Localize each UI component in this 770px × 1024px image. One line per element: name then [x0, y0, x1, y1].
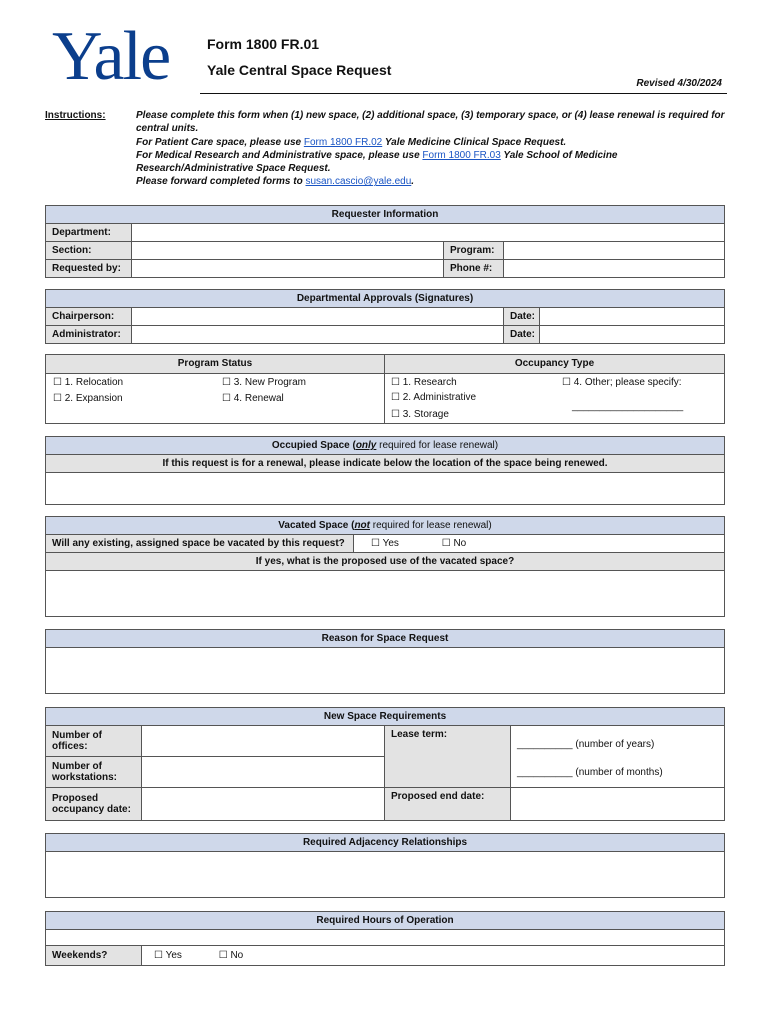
adjacency-section [45, 833, 725, 898]
program-label: Program: [444, 242, 504, 260]
reason-heading: Reason for Space Request [46, 630, 725, 648]
workstations-label: Number of workstations: [46, 757, 142, 788]
chairperson-date-label: Date: [504, 308, 540, 326]
end-date-label: Proposed end date: [385, 788, 511, 821]
research-label: 1. Research [402, 377, 457, 388]
relocation-label: 1. Relocation [64, 377, 124, 388]
checkbox-icon: ☐ [391, 409, 400, 420]
offices-field[interactable] [142, 726, 385, 757]
instructions-line-2 [136, 136, 726, 149]
instructions-line-4-end: . [411, 176, 415, 188]
requested-by-field[interactable] [132, 260, 444, 278]
occupied-heading-emphasis: only [355, 440, 377, 451]
new-program-option[interactable] [222, 377, 306, 388]
checkbox-icon: ☐ [154, 950, 163, 961]
yale-logo: Yale [52, 18, 170, 95]
weekends-label: Weekends? [46, 946, 142, 966]
requester-heading: Requester Information [46, 206, 725, 224]
administrator-date-label: Date: [504, 326, 540, 344]
chairperson-signature-field[interactable] [132, 308, 504, 326]
vacated-heading-note: required for lease renewal) [369, 520, 492, 531]
new-space-section [45, 707, 725, 821]
occupied-section [45, 436, 725, 505]
reason-section [45, 629, 725, 694]
checkbox-icon: ☐ [222, 393, 231, 404]
column-divider [384, 373, 385, 423]
vacated-use-field[interactable] [46, 571, 725, 617]
weekends-no-label: No [230, 950, 244, 961]
hours-section [45, 911, 725, 966]
occupancy-date-field[interactable] [142, 788, 385, 821]
administrator-signature-field[interactable] [132, 326, 504, 344]
relocation-option[interactable] [53, 377, 123, 388]
checkbox-icon: ☐ [391, 377, 400, 388]
reason-field[interactable] [46, 648, 725, 694]
revised-date: Revised 4/30/2024 [636, 78, 722, 89]
form-fr03-link[interactable]: Form 1800 FR.03 [422, 149, 501, 161]
vacated-heading-text: Vacated Space ( [278, 520, 355, 531]
form-fr02-link[interactable]: Form 1800 FR.02 [303, 136, 383, 148]
other-label: 4. Other; please specify: [573, 377, 682, 388]
form-title: Yale Central Space Request [207, 62, 392, 78]
lease-term-cell [511, 726, 725, 788]
requested-by-label: Requested by: [46, 260, 132, 278]
section-label: Section: [46, 242, 132, 260]
vacated-section [45, 516, 725, 617]
adjacency-heading: Required Adjacency Relationships [46, 834, 725, 852]
storage-label: 3. Storage [402, 409, 449, 420]
administrator-date-field[interactable] [540, 326, 725, 344]
approvals-heading: Departmental Approvals (Signatures) [46, 290, 725, 308]
instructions-line-3 [136, 149, 726, 176]
vacated-subheading: If yes, what is the proposed use of the vacated space? [46, 553, 725, 571]
vacated-no-option[interactable] [442, 538, 467, 549]
instructions-line-4-text: Please forward completed forms to [136, 176, 306, 188]
section-field[interactable] [132, 242, 444, 260]
hours-heading: Required Hours of Operation [46, 912, 725, 930]
renewal-option[interactable] [222, 393, 284, 404]
vacated-yes-label: Yes [382, 538, 399, 549]
weekends-yes-option[interactable] [154, 950, 182, 961]
offices-label: Number of offices: [46, 726, 142, 757]
chairperson-label: Chairperson: [46, 308, 132, 326]
checkbox-icon: ☐ [218, 950, 228, 961]
department-field[interactable] [132, 224, 725, 242]
instructions-line-3-text: For Medical Research and Administrative space, please use [136, 149, 423, 161]
status-occupancy-section [45, 354, 725, 424]
requester-section [45, 205, 725, 278]
occupied-subheading: If this request is for a renewal, please indicate below the location of the space being renewed. [46, 455, 725, 473]
program-field[interactable] [504, 242, 725, 260]
lease-months-field[interactable]: __________ (number of months) [517, 767, 663, 778]
expansion-label: 2. Expansion [64, 393, 123, 404]
checkbox-icon: ☐ [222, 377, 231, 388]
lease-term-label: Lease term: [385, 726, 511, 788]
department-label: Department: [46, 224, 132, 242]
phone-label: Phone #: [444, 260, 504, 278]
vacated-heading-emphasis: not [354, 520, 370, 531]
checkbox-icon: ☐ [53, 393, 62, 404]
checkbox-icon: ☐ [562, 377, 571, 388]
checkbox-icon: ☐ [391, 392, 400, 403]
checkbox-icon: ☐ [53, 377, 62, 388]
vacated-no-label: No [453, 538, 467, 549]
administrator-label: Administrator: [46, 326, 132, 344]
occupancy-type-heading: Occupancy Type [385, 355, 724, 374]
program-status-heading: Program Status [46, 355, 385, 374]
header-rule [200, 93, 727, 94]
vacated-question: Will any existing, assigned space be vacated by this request? [46, 535, 354, 553]
phone-field[interactable] [504, 260, 725, 278]
vacated-heading [46, 517, 725, 535]
weekends-answer-cell [142, 946, 725, 966]
expansion-option[interactable] [53, 393, 123, 404]
hours-field[interactable] [46, 930, 725, 946]
workstations-field[interactable] [142, 757, 385, 788]
renewal-label: 4. Renewal [233, 393, 284, 404]
adjacency-field[interactable] [46, 852, 725, 898]
new-program-label: 3. New Program [233, 377, 306, 388]
vacated-answer-cell [354, 535, 725, 553]
weekends-no-option[interactable] [219, 950, 244, 961]
instructions-label: Instructions: [45, 110, 106, 121]
instructions-text [136, 109, 726, 189]
occupied-heading-text: Occupied Space ( [271, 440, 356, 451]
instructions-line-2-end: Yale Medicine Clinical Space Request. [382, 136, 567, 148]
research-option[interactable] [391, 377, 457, 388]
weekends-yes-label: Yes [165, 950, 182, 961]
occupied-heading [46, 437, 725, 455]
occupied-location-field[interactable] [46, 473, 725, 505]
instructions-line-2-text: For Patient Care space, please use [136, 136, 304, 148]
storage-option[interactable] [391, 409, 449, 420]
instructions-line-4 [136, 175, 726, 188]
checkbox-icon: ☐ [371, 538, 380, 549]
occupied-heading-note: required for lease renewal) [376, 440, 499, 451]
instructions-line-1: Please complete this form when (1) new space, (2) additional space, (3) temporary space, or (4) lease renewal is required for central units. [136, 110, 725, 135]
administrative-label: 2. Administrative [402, 392, 477, 403]
form-number: Form 1800 FR.01 [207, 36, 320, 52]
other-option[interactable] [562, 377, 682, 388]
new-space-heading: New Space Requirements [46, 708, 725, 726]
lease-years-field[interactable]: __________ (number of years) [517, 739, 655, 750]
approvals-section [45, 289, 725, 344]
vacated-yes-option[interactable] [371, 538, 399, 549]
chairperson-date-field[interactable] [540, 308, 725, 326]
instructions-line-3-end: Yale School of Medicine Research/Administrative Space Request. [136, 149, 618, 175]
occupancy-date-label: Proposed occupancy date: [46, 788, 142, 821]
administrative-option[interactable] [391, 392, 476, 403]
end-date-field[interactable] [511, 788, 725, 821]
checkbox-icon: ☐ [441, 538, 451, 549]
other-specify-field[interactable]: ____________________ [572, 401, 684, 412]
email-link[interactable]: susan.cascio@yale.edu [305, 176, 412, 188]
